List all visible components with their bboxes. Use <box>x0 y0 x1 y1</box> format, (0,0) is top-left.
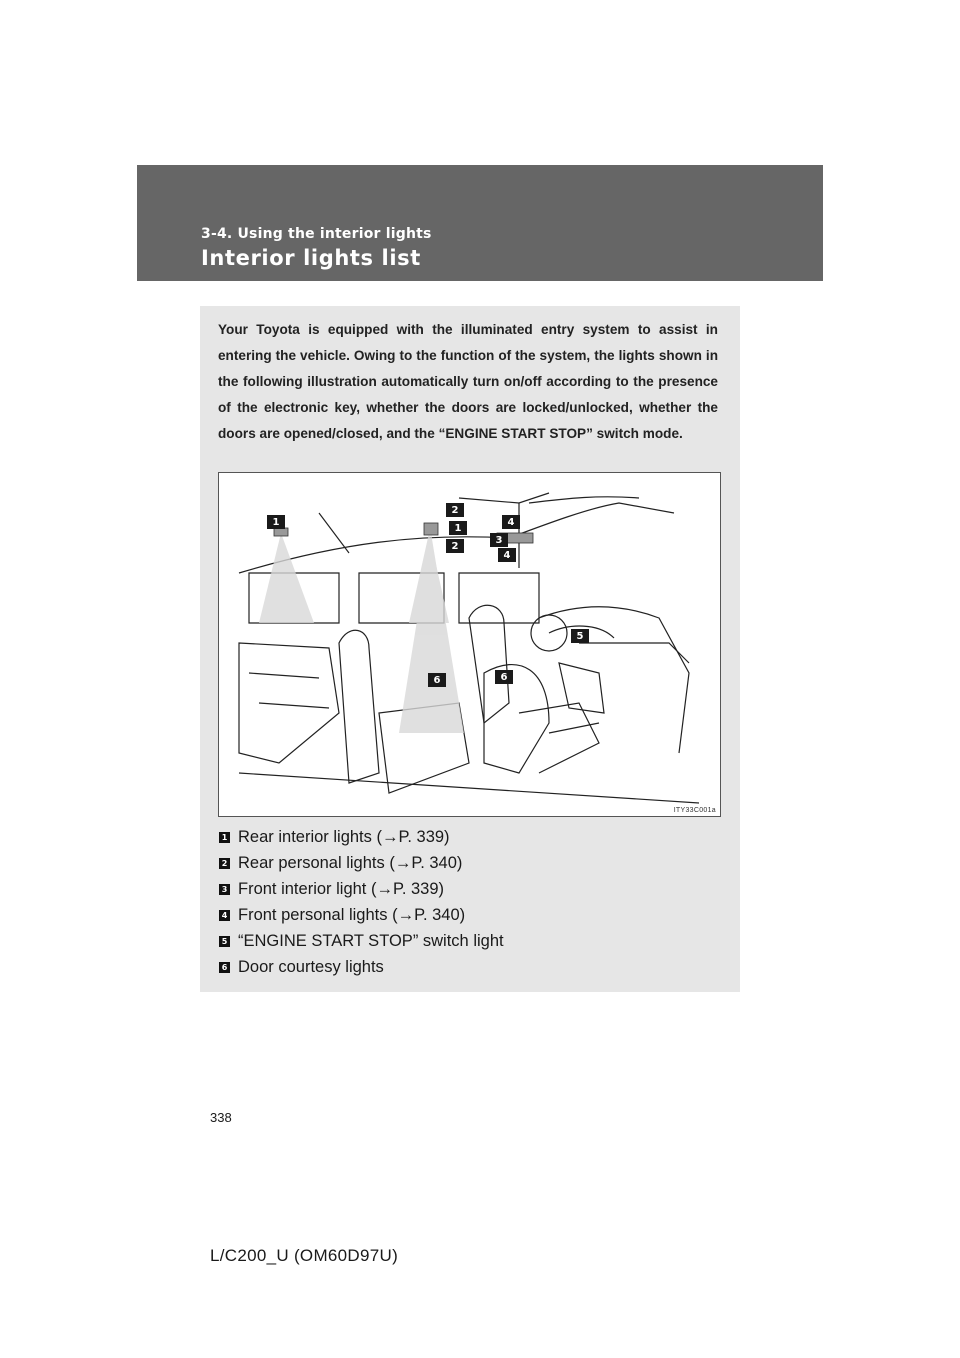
callout-3: 3 <box>490 533 508 547</box>
legend-list <box>219 824 504 980</box>
legend-number: 4 <box>219 910 230 921</box>
callout-6: 6 <box>428 673 446 687</box>
legend-item <box>219 928 504 954</box>
legend-text: “ENGINE START STOP” switch light <box>238 931 504 950</box>
callout-1: 1 <box>449 521 467 535</box>
legend-number: 2 <box>219 858 230 869</box>
callout-5: 5 <box>571 629 589 643</box>
legend-text: Front personal lights (→P. 340) <box>238 905 466 924</box>
callout-4: 4 <box>502 515 520 529</box>
legend-number: 5 <box>219 936 230 947</box>
legend-text: Rear interior lights (→P. 339) <box>238 827 450 846</box>
document-code: L/C200_U (OM60D97U) <box>210 1246 399 1265</box>
callout-2: 2 <box>446 539 464 553</box>
callout-2: 2 <box>446 503 464 517</box>
page-number: 338 <box>210 1110 232 1125</box>
figure-code: ITY33C001a <box>673 807 716 814</box>
callout-6: 6 <box>495 670 513 684</box>
legend-number: 3 <box>219 884 230 895</box>
legend-item <box>219 824 504 850</box>
callout-1: 1 <box>267 515 285 529</box>
car-interior-drawing <box>219 473 720 816</box>
legend-text: Front interior light (→P. 339) <box>238 879 445 898</box>
intro-paragraph: Your Toyota is equipped with the illuminated entry system to assist in entering the vehicle. Owing to the function of the system, the lights shown in the following illustration automatically turn on/off according to the presence of the electronic key, whether the doors are locked/unlocked, whether the doors are opened/closed, and the “ENGINE START STOP” switch mode. <box>218 322 718 441</box>
legend-item <box>219 876 504 902</box>
legend-number: 1 <box>219 832 230 843</box>
legend-item <box>219 954 504 980</box>
interior-illustration <box>218 472 721 817</box>
legend-item <box>219 850 504 876</box>
section-label: 3-4. Using the interior lights <box>201 226 432 242</box>
legend-text: Door courtesy lights <box>238 957 384 976</box>
callout-4: 4 <box>498 548 516 562</box>
legend-item <box>219 902 504 928</box>
legend-number: 6 <box>219 962 230 973</box>
page-title: Interior lights list <box>201 246 421 270</box>
legend-text: Rear personal lights (→P. 340) <box>238 853 463 872</box>
